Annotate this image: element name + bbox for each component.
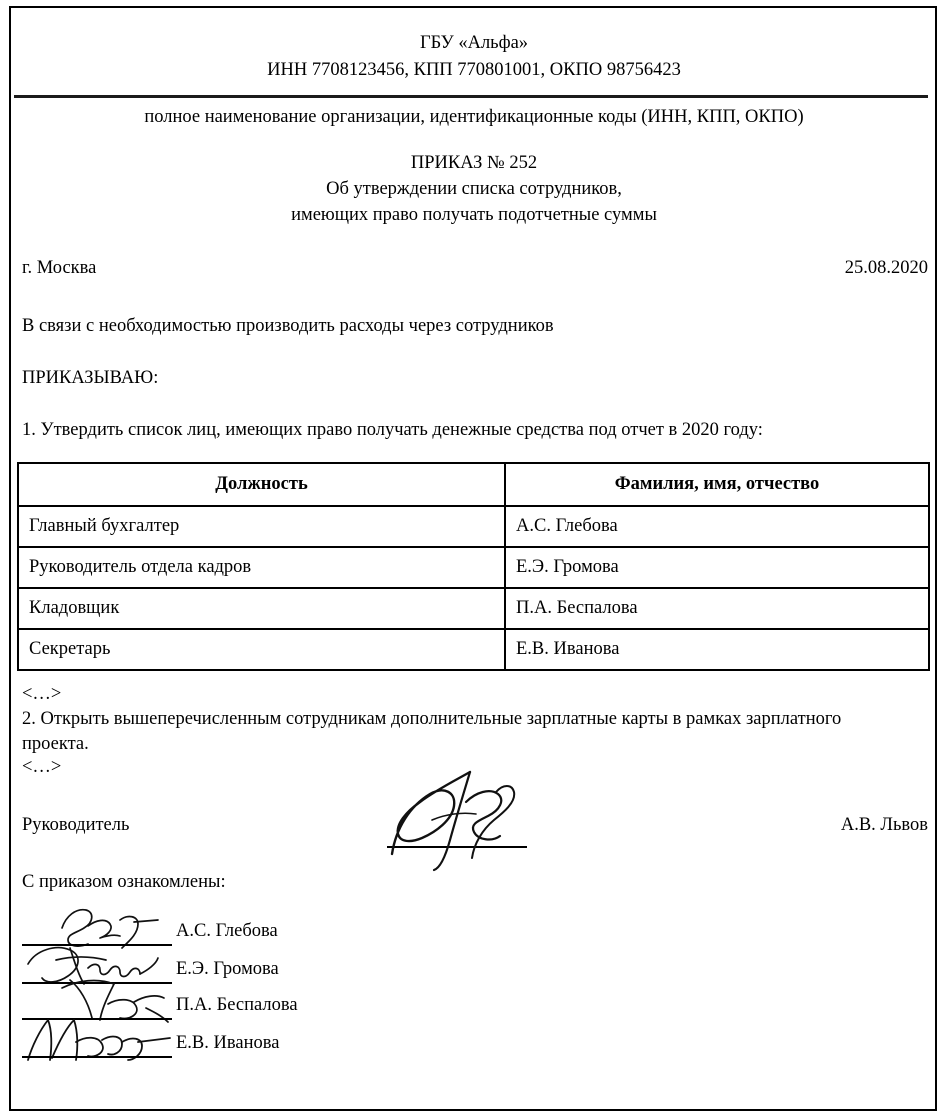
acknowledgement-row	[22, 982, 502, 1020]
column-header-fullname: Фамилия, имя, отчество	[505, 463, 929, 506]
cell-position: Кладовщик	[18, 588, 505, 629]
acknowledgement-row	[22, 946, 502, 984]
order-item-1: 1. Утвердить список лиц, имеющих право получать денежные средства под отчет в 2020 году:	[22, 420, 763, 440]
order-subject-line-2: имеющих право получать подотчетные суммы	[291, 205, 657, 225]
cell-fullname: Е.В. Иванова	[505, 629, 929, 670]
acknowledgement-name: А.С. Глебова	[176, 921, 278, 941]
acknowledgement-name: Е.В. Иванова	[176, 1033, 280, 1053]
acknowledgement-name: П.А. Беспалова	[176, 995, 298, 1015]
cell-position: Главный бухгалтер	[18, 506, 505, 547]
ellipsis-marker-1: <…>	[22, 684, 62, 704]
cell-position: Секретарь	[18, 629, 505, 670]
order-number-line: ПРИКАЗ № 252	[410, 153, 538, 173]
cell-fullname: Е.Э. Громова	[505, 547, 929, 588]
acknowledgement-row	[22, 908, 502, 946]
acknowledgement-row	[22, 1020, 502, 1058]
order-subject-line-1: Об утверждении списка сотрудников,	[326, 179, 622, 199]
header-caption: полное наименование организации, идентификационные коды (ИНН, КПП, ОКПО)	[144, 107, 804, 127]
column-header-position: Должность	[18, 463, 505, 506]
acknowledgement-heading: С приказом ознакомлены:	[22, 872, 226, 892]
order-item-2: 2. Открыть вышеперечисленным сотрудникам дополнительные зарплатные карты в рамках зарплатного проекта.	[22, 709, 842, 754]
cell-position: Руководитель отдела кадров	[18, 547, 505, 588]
cell-fullname: А.С. Глебова	[505, 506, 929, 547]
signatory-role: Руководитель	[22, 815, 130, 835]
acknowledgement-signature-line	[22, 1056, 172, 1058]
organization-name: ГБУ «Альфа»	[419, 33, 529, 53]
organization-identifiers: ИНН 7708123456, КПП 770801001, ОКПО 98756423	[267, 60, 681, 80]
date-of-issue: 25.08.2020	[844, 258, 928, 278]
ellipsis-marker-2: <…>	[22, 757, 62, 777]
cell-fullname: П.А. Беспалова	[505, 588, 929, 629]
place-of-issue: г. Москва	[22, 258, 97, 278]
order-keyword: ПРИКАЗЫВАЮ:	[22, 368, 159, 388]
preamble-paragraph: В связи с необходимостью производить расходы через сотрудников	[22, 316, 554, 336]
signatory-name: А.В. Львов	[840, 815, 928, 835]
acknowledgement-name: Е.Э. Громова	[176, 959, 279, 979]
